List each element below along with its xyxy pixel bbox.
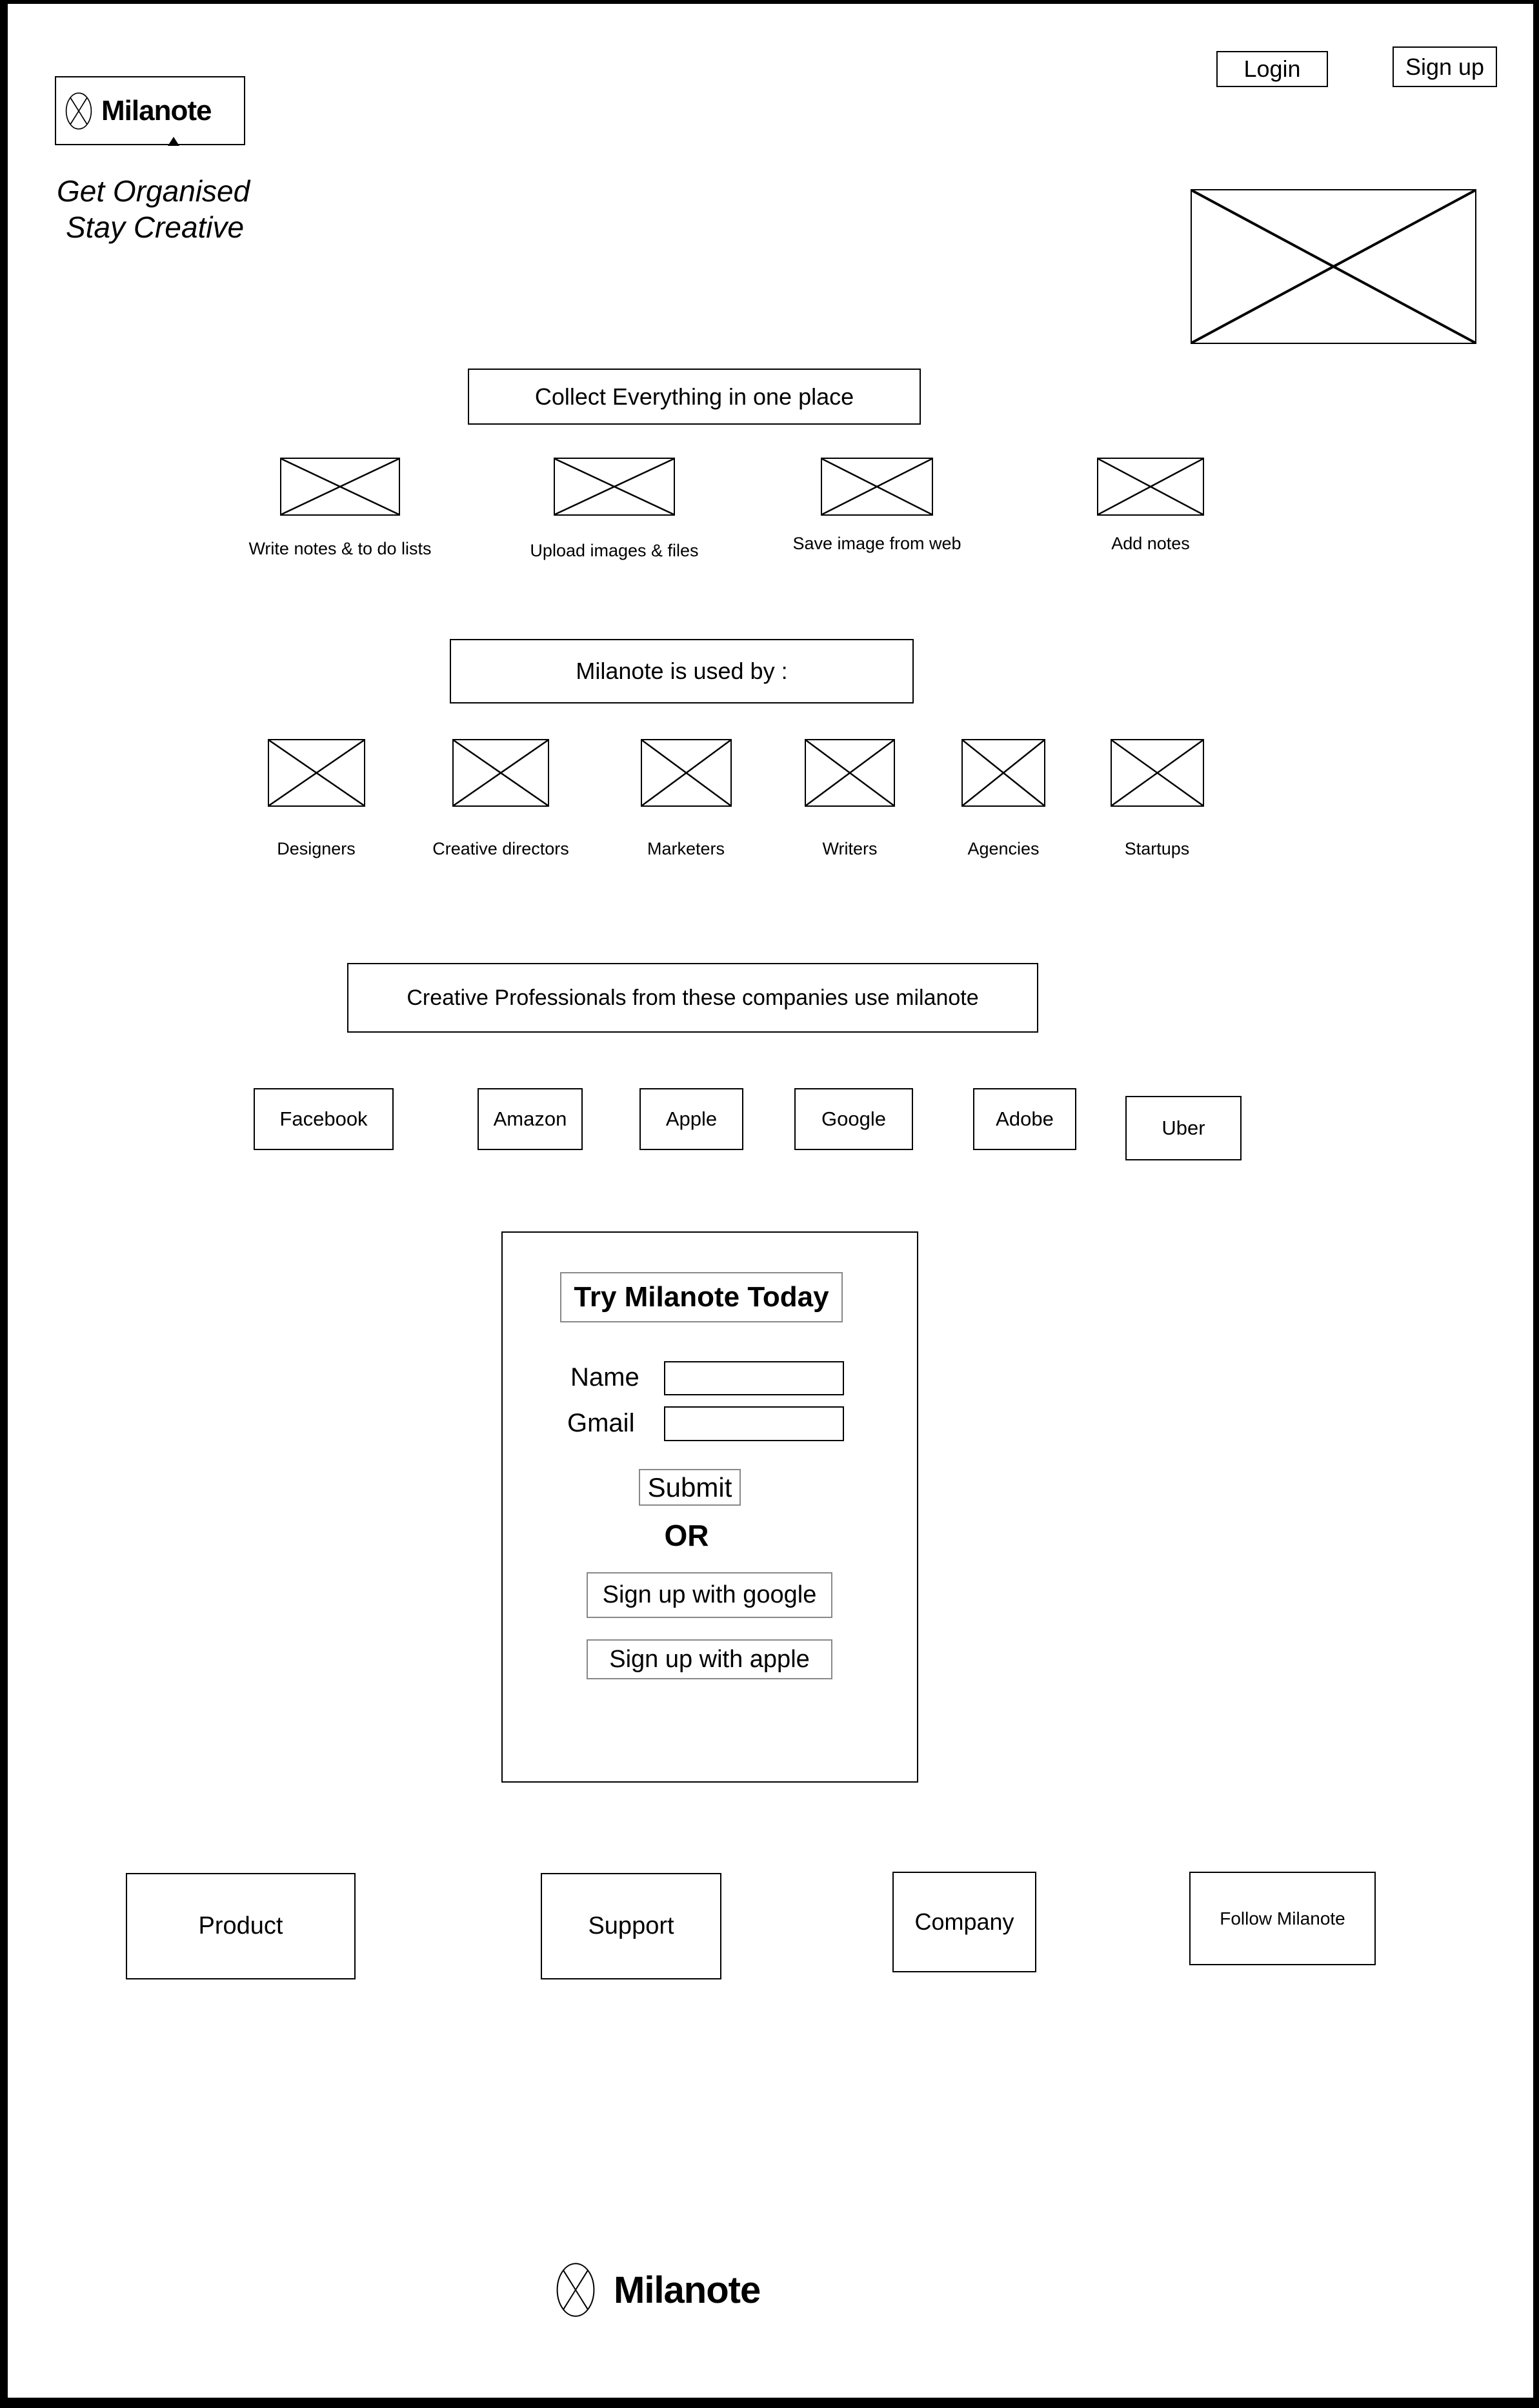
used-by-image-placeholder-2 bbox=[452, 739, 549, 807]
page-border-bottom bbox=[0, 2398, 1539, 2408]
signup-google-button[interactable]: Sign up with google bbox=[587, 1572, 832, 1618]
name-label: Name bbox=[570, 1363, 639, 1391]
used-by-label-designers: Designers bbox=[277, 839, 356, 858]
collect-item-label-4: Add notes bbox=[1111, 534, 1190, 553]
signup-form-title: Try Milanote Today bbox=[574, 1281, 829, 1313]
submit-button[interactable]: Submit bbox=[639, 1469, 741, 1506]
gmail-label: Gmail bbox=[567, 1409, 635, 1437]
collect-item-label-1: Write notes & to do lists bbox=[248, 539, 432, 558]
company-item-uber[interactable]: Uber bbox=[1125, 1096, 1242, 1160]
collect-image-placeholder-2 bbox=[554, 458, 675, 516]
collect-image-placeholder-1 bbox=[280, 458, 400, 516]
hero-tagline-line1: Get Organised bbox=[57, 174, 250, 208]
company-item-google[interactable]: Google bbox=[794, 1088, 913, 1150]
hero-tagline-line2: Stay Creative bbox=[66, 210, 245, 244]
company-item-facebook[interactable]: Facebook bbox=[254, 1088, 394, 1150]
footer-milanote-logo-icon bbox=[552, 2262, 599, 2318]
hero-image-placeholder bbox=[1191, 189, 1476, 344]
used-by-label-startups: Startups bbox=[1124, 839, 1190, 858]
collect-image-placeholder-3 bbox=[821, 458, 933, 516]
hero-tagline bbox=[57, 173, 250, 245]
header-logo-text: Milanote bbox=[101, 94, 212, 126]
used-by-label-writers: Writers bbox=[822, 839, 878, 858]
used-by-image-placeholder-4 bbox=[805, 739, 895, 807]
used-by-label-creative-directors: Creative directors bbox=[432, 839, 569, 858]
page-border-left bbox=[0, 0, 8, 2408]
used-by-section-title: Milanote is used by : bbox=[450, 639, 914, 703]
companies-section-title: Creative Professionals from these companies use milanote bbox=[347, 963, 1038, 1033]
signup-apple-button[interactable]: Sign up with apple bbox=[587, 1639, 832, 1679]
company-item-adobe[interactable]: Adobe bbox=[973, 1088, 1076, 1150]
collect-item-label-3: Save image from web bbox=[792, 534, 961, 553]
collect-item-label-2: Upload images & files bbox=[530, 541, 699, 560]
company-item-apple[interactable]: Apple bbox=[639, 1088, 743, 1150]
login-button[interactable]: Login bbox=[1216, 51, 1328, 87]
footer-item-product[interactable]: Product bbox=[126, 1873, 356, 1979]
signup-button[interactable]: Sign up bbox=[1393, 46, 1497, 87]
page-border-top bbox=[0, 0, 1539, 4]
header-logo[interactable] bbox=[55, 76, 245, 145]
footer-logo bbox=[552, 2262, 760, 2318]
milanote-logo-icon bbox=[65, 92, 92, 130]
used-by-image-placeholder-6 bbox=[1111, 739, 1204, 807]
signup-form-title-box bbox=[560, 1272, 843, 1322]
footer-item-company[interactable]: Company bbox=[892, 1872, 1036, 1972]
used-by-image-placeholder-1 bbox=[268, 739, 365, 807]
collect-section-title: Collect Everything in one place bbox=[468, 369, 921, 425]
logo-caret-icon bbox=[168, 137, 179, 146]
or-separator: OR bbox=[664, 1519, 709, 1552]
used-by-label-agencies: Agencies bbox=[967, 839, 1040, 858]
page-border-right bbox=[1533, 0, 1539, 2408]
name-input[interactable] bbox=[664, 1361, 844, 1395]
footer-item-support[interactable]: Support bbox=[541, 1873, 721, 1979]
gmail-input[interactable] bbox=[664, 1406, 844, 1441]
footer-logo-text: Milanote bbox=[614, 2269, 761, 2311]
company-item-amazon[interactable]: Amazon bbox=[478, 1088, 583, 1150]
collect-image-placeholder-4 bbox=[1097, 458, 1204, 516]
footer-item-follow-milanote[interactable]: Follow Milanote bbox=[1189, 1872, 1376, 1965]
used-by-label-marketers: Marketers bbox=[647, 839, 725, 858]
used-by-image-placeholder-5 bbox=[961, 739, 1045, 807]
used-by-image-placeholder-3 bbox=[641, 739, 732, 807]
